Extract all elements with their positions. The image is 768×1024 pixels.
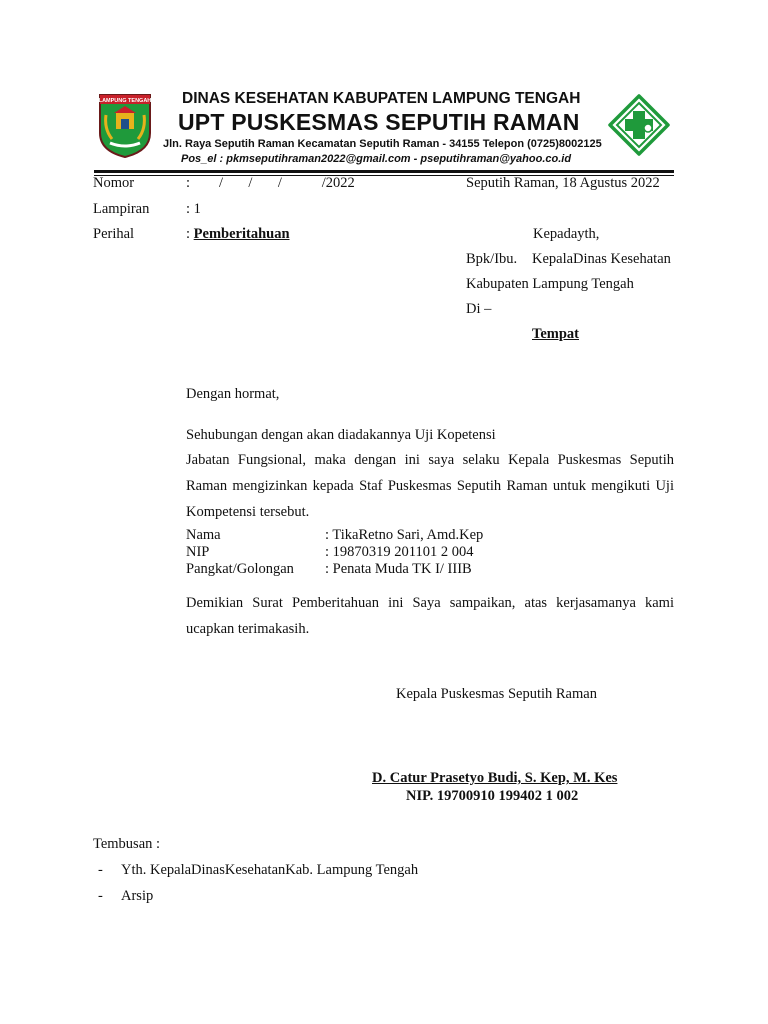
lampung-tengah-logo — [96, 93, 154, 159]
closing-paragraph: Demikian Surat Pemberitahuan ini Saya sampaikan, atas kerjasamanya kami ucapkan terimakasih. — [186, 595, 674, 637]
perihal-label: Perihal — [93, 226, 135, 242]
cc-item: Arsip — [121, 888, 154, 904]
signatory-name: D. Catur Prasetyo Budi, S. Kep, M. Kes — [372, 770, 618, 786]
svg-text:LAMPUNG TENGAH: LAMPUNG TENGAH — [98, 98, 152, 104]
salutation: Dengan hormat, — [186, 386, 280, 402]
perihal-colon: : — [186, 226, 194, 242]
cc-heading: Tembusan : — [93, 836, 161, 852]
paragraph1-body: Jabatan Fungsional, maka dengan ini saya selaku Kepala Puskesmas Seputih Raman mengizinkan kepada Staf Puskesmas Seputih Raman untuk mengikuti Uji Kompetensi tersebut. — [186, 452, 674, 520]
letterhead-rule-thick — [94, 170, 674, 173]
recipient-prefix: Bpk/Ibu. — [466, 251, 518, 267]
recipient-line2: Kabupaten Lampung Tengah — [466, 276, 634, 292]
paragraph1-line1: Sehubungan dengan akan diadakannya Uji Kopetensi — [186, 427, 496, 443]
agency-name: DINAS KESEHATAN KABUPATEN LAMPUNG TENGAH — [182, 90, 581, 107]
detail-label-nama: Nama — [186, 527, 221, 543]
cc-bullet: - — [98, 888, 103, 904]
detail-value-nama: : TikaRetno Sari, Amd.Kep — [325, 527, 484, 543]
recipient-greeting: Kepadayth, — [533, 226, 600, 242]
signatory-title: Kepala Puskesmas Seputih Raman — [396, 686, 597, 702]
lampiran-value: : 1 — [186, 201, 201, 217]
detail-label-pangkat: Pangkat/Golongan — [186, 561, 294, 577]
nomor-value: : / / / /2022 — [186, 175, 355, 191]
perihal-line — [186, 226, 290, 243]
detail-label-nip: NIP — [186, 544, 210, 560]
perihal-value: Pemberitahuan — [193, 226, 290, 242]
institution-address: Jln. Raya Seputih Raman Kecamatan Seputih Raman - 34155 Telepon (0725)8002125 — [163, 138, 602, 150]
detail-value-pangkat: : Penata Muda TK I/ IIIB — [325, 561, 472, 577]
letter-date: Seputih Raman, 18 Agustus 2022 — [466, 175, 660, 191]
puskesmas-logo — [608, 94, 670, 156]
cc-item: Yth. KepalaDinasKesehatanKab. Lampung Tengah — [121, 862, 419, 878]
cc-bullet: - — [98, 862, 103, 878]
institution-name: UPT PUSKESMAS SEPUTIH RAMAN — [178, 109, 580, 135]
recipient-line3: Di – — [466, 301, 492, 317]
nomor-label: Nomor — [93, 175, 135, 191]
recipient-place: Tempat — [532, 326, 579, 342]
signatory-nip: NIP. 19700910 199402 1 002 — [406, 788, 579, 804]
detail-value-nip: : 19870319 201101 2 004 — [325, 544, 474, 560]
institution-email: Pos_el : pkmseputihraman2022@gmail.com - pseputihraman@yahoo.co.id — [181, 153, 572, 165]
lampiran-label: Lampiran — [93, 201, 150, 217]
recipient-name: KepalaDinas Kesehatan — [532, 251, 671, 267]
